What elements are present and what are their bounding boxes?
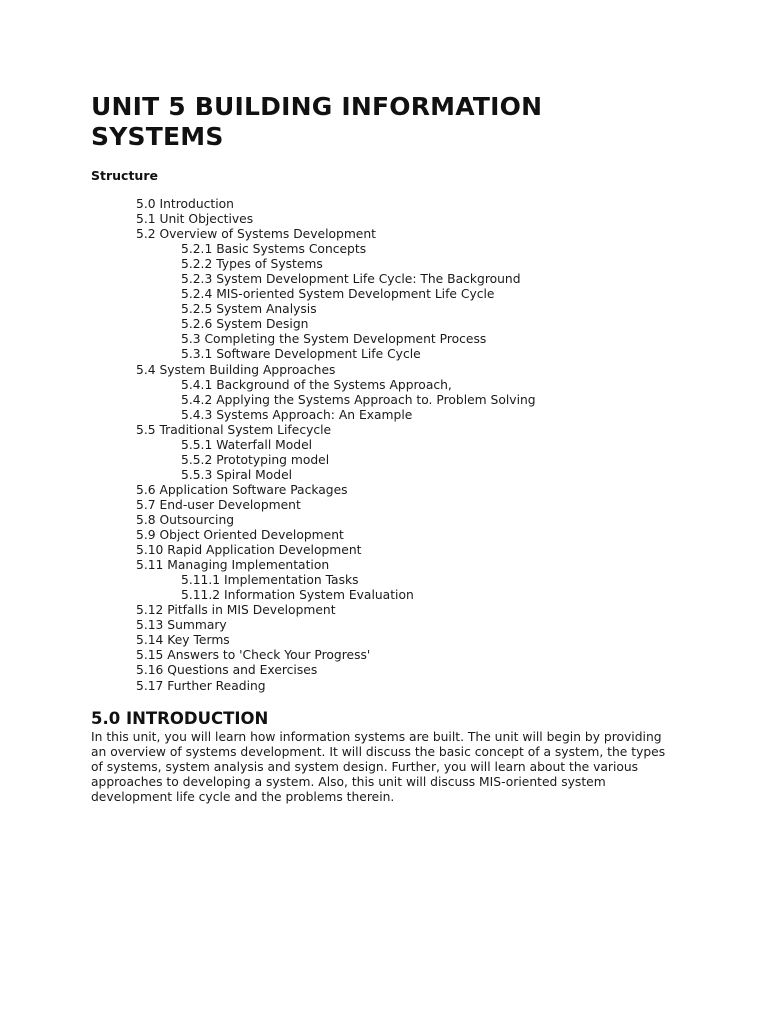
toc-entry: 5.9 Object Oriented Development: [136, 528, 344, 543]
toc-entry: 5.13 Summary: [136, 618, 227, 633]
structure-label: Structure: [91, 168, 158, 183]
toc-entry: 5.1 Unit Objectives: [136, 212, 254, 227]
toc-entry: 5.11.1 Implementation Tasks: [181, 573, 359, 588]
introduction-paragraph: [91, 730, 691, 805]
table-of-contents: [91, 197, 691, 694]
toc-entry: 5.17 Further Reading: [136, 678, 266, 693]
toc-entry: 5.14 Key Terms: [136, 633, 230, 648]
toc-entry: 5.16 Questions and Exercises: [136, 663, 318, 678]
introduction-line: of systems, system analysis and system design. Further, you will learn about the various: [91, 760, 639, 775]
toc-entry: 5.0 Introduction: [136, 197, 234, 211]
toc-entry: 5.5.3 Spiral Model: [181, 467, 293, 482]
unit-title-line-2: SYSTEMS: [91, 122, 224, 151]
toc-entry: 5.11 Managing Implementation: [136, 558, 330, 573]
introduction-heading: 5.0 INTRODUCTION: [91, 709, 269, 728]
unit-title: [91, 92, 691, 152]
toc-entry: 5.8 Outsourcing: [136, 512, 235, 527]
toc-entry: 5.4.3 Systems Approach: An Example: [181, 407, 413, 422]
toc-entry: 5.11.2 Information System Evaluation: [181, 588, 414, 603]
introduction-line: approaches to developing a system. Also, this unit will discuss MIS-oriented system: [91, 775, 606, 790]
toc-entry: 5.4 System Building Approaches: [136, 362, 336, 377]
toc-entry: 5.12 Pitfalls in MIS Development: [136, 603, 336, 618]
toc-entry: 5.6 Application Software Packages: [136, 482, 348, 497]
toc-entry: 5.2.3 System Development Life Cycle: The Background: [181, 272, 521, 287]
toc-entry: 5.15 Answers to 'Check Your Progress': [136, 648, 371, 663]
toc-entry: 5.5.1 Waterfall Model: [181, 437, 313, 452]
unit-title-line-1: UNIT 5 BUILDING INFORMATION: [91, 92, 543, 121]
introduction-line: an overview of systems development. It will discuss the basic concept of a system, the types: [91, 745, 666, 760]
toc-entry: 5.4.1 Background of the Systems Approach,: [181, 377, 452, 392]
introduction-line: In this unit, you will learn how information systems are built. The unit will begin by providing: [91, 730, 662, 744]
toc-entry: 5.2.6 System Design: [181, 317, 309, 332]
toc-entry: 5.5.2 Prototyping model: [181, 452, 330, 467]
toc-entry: 5.10 Rapid Application Development: [136, 543, 362, 558]
toc-entry: 5.5 Traditional System Lifecycle: [136, 422, 332, 437]
toc-entry: 5.2.4 MIS-oriented System Development Life Cycle: [181, 287, 495, 302]
document-page: [91, 92, 691, 805]
toc-entry: 5.2.5 System Analysis: [181, 302, 317, 317]
toc-entry: 5.7 End-user Development: [136, 497, 301, 512]
toc-entry: 5.2 Overview of Systems Development: [136, 227, 376, 242]
toc-entry: 5.2.2 Types of Systems: [181, 257, 323, 272]
introduction-line: development life cycle and the problems therein.: [91, 790, 395, 805]
toc-entry: 5.2.1 Basic Systems Concepts: [181, 242, 367, 257]
toc-entry: 5.3.1 Software Development Life Cycle: [181, 347, 421, 362]
toc-entry: 5.4.2 Applying the Systems Approach to. Problem Solving: [181, 392, 536, 407]
toc-entry: 5.3 Completing the System Development Process: [181, 332, 487, 347]
